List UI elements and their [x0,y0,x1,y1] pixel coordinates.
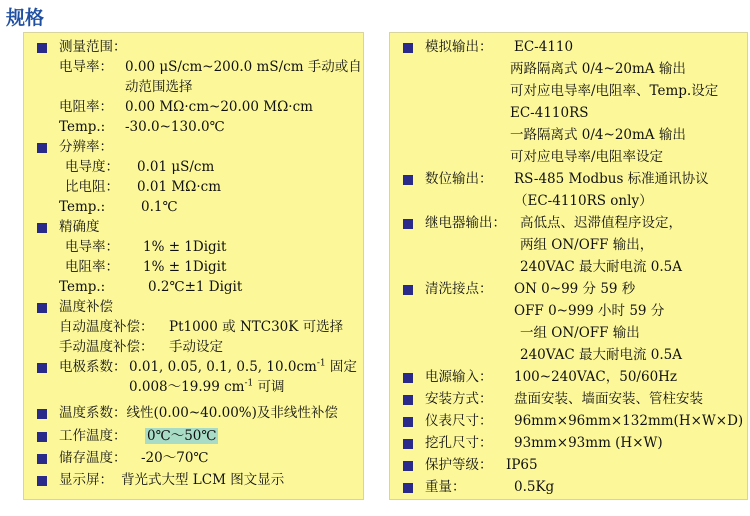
bullet-icon [37,476,47,486]
bullet-icon [403,373,413,383]
size-value: 96mm×96mm×132mm(H×W×D) [514,413,744,429]
wash-contact-line2: OFF 0~999 小时 59 分 [514,303,665,319]
resolution-resistivity-value: 0.01 MΩ·cm [137,179,222,195]
electrode-sup-c: -1 [244,378,254,389]
analog-output-label: 模拟输出： [425,39,493,55]
bullet-icon [403,219,413,229]
electrode-sup-a: -1 [316,358,326,369]
power-label: 电源输入： [425,369,493,385]
accuracy-conductivity-value: 1% ± 1Digit [143,239,227,255]
bullet-icon [403,439,413,449]
electrode-value-d: 可调 [253,379,285,395]
analog-output-line4: 可对应电导率/电阻率设定 [510,149,664,165]
storage-temp-value: -20～70℃ [141,450,209,466]
page-title: 规格 [6,7,45,29]
bullet-icon [403,417,413,427]
electrode-label: 电极系数： [59,359,127,375]
resolution-conductivity-value: 0.01 μS/cm [137,159,215,175]
digital-output-label: 数位输出： [425,171,493,187]
cutout-label: 挖孔尺寸： [425,435,493,451]
relay-output-line1: 高低点、迟滞值程序设定， [520,215,682,231]
bullet-icon [37,432,47,442]
resolution-temp-value: 0.1℃ [141,199,178,215]
accuracy-conductivity-label: 电导率： [65,239,119,255]
weight-label: 重量： [425,479,466,495]
temp-comp-heading: 温度补偿 [59,299,113,315]
measure-resistivity-label: 电阻率： [59,99,113,115]
display-label: 显示屏： [59,472,113,488]
measure-range-heading: 测量范围： [59,39,127,55]
bullet-icon [37,454,47,464]
analog-output-model1: EC-4110 [514,39,574,55]
weight-value: 0.5Kg [514,479,555,495]
resolution-heading: 分辨率： [59,139,113,155]
bullet-icon [37,43,47,53]
install-label: 安装方式： [425,391,493,407]
accuracy-heading: 精确度 [59,219,100,235]
measure-conductivity-value-cont: 动范围选择 [125,79,193,95]
bullet-icon [403,461,413,471]
bullet-icon [37,303,47,313]
resolution-resistivity-label: 比电阻： [65,179,119,195]
relay-output-label: 继电器输出： [425,215,506,231]
digital-output-line2: （EC-4110RS only） [514,193,653,209]
working-temp-label: 工作温度： [59,428,127,444]
wash-contact-label: 清洗接点： [425,281,493,297]
working-temp-value-wrap [145,427,218,445]
temp-comp-manual-label: 手动温度补偿： [59,339,154,355]
electrode-value-line2 [129,378,285,396]
wash-contact-line3: 一组 ON/OFF 输出 [520,325,640,341]
bullet-icon [403,285,413,295]
storage-temp-label: 储存温度： [59,450,127,466]
power-value: 100~240VAC，50/60Hz [514,369,678,385]
electrode-value-c: 0.008～19.99 cm [129,379,245,395]
temp-comp-auto-label: 自动温度补偿： [59,319,154,335]
electrode-value-b: 固定 [325,359,357,375]
electrode-value-line1 [129,358,357,376]
wash-contact-line1: ON 0~99 分 59 秒 [514,281,636,297]
resolution-temp-label: Temp.: [59,199,106,215]
measure-conductivity-value: 0.00 μS/cm~200.0 mS/cm 手动或自 [125,59,362,75]
accuracy-resistivity-value: 1% ± 1Digit [143,259,227,275]
measure-resistivity-value: 0.00 MΩ·cm~20.00 MΩ·cm [125,99,313,115]
accuracy-resistivity-label: 电阻率： [65,259,119,275]
wash-contact-line4: 240VAC 最大耐电流 0.5A [520,347,682,363]
spec-panel-left [23,32,364,500]
install-value: 盘面安装、墙面安装、管柱安装 [514,391,703,407]
display-value: 背光式大型 LCM 图文显示 [121,472,285,488]
bullet-icon [403,175,413,185]
analog-output-line3: 一路隔离式 0/4~20mA 输出 [510,127,686,143]
electrode-value-a: 0.01, 0.05, 0.1, 0.5, 10.0cm [129,359,317,375]
temp-comp-auto-value: Pt1000 或 NTC30K 可选择 [169,319,344,335]
protection-label: 保护等级： [425,457,493,473]
analog-output-line2: 可对应电导率/电阻率、Temp.设定 [510,83,719,99]
measure-temp-value: -30.0~130.0℃ [125,119,225,135]
bullet-icon [37,223,47,233]
relay-output-line2: 两组 ON/OFF 输出， [520,237,654,253]
bullet-icon [37,363,47,373]
cutout-value: 93mm×93mm (H×W) [514,435,663,451]
bullet-icon [37,143,47,153]
bullet-icon [403,483,413,493]
accuracy-temp-label: Temp.: [59,279,106,295]
analog-output-line1: 两路隔离式 0/4~20mA 输出 [510,61,686,77]
temp-comp-manual-value: 手动设定 [169,339,223,355]
digital-output-line1: RS-485 Modbus 标准通讯协议 [514,171,709,187]
spec-panel-right [389,32,748,500]
working-temp-value: 0℃～50℃ [147,428,217,444]
accuracy-temp-value: 0.2℃±1 Digit [148,279,243,295]
bullet-icon [403,43,413,53]
size-label: 仪表尺寸： [425,413,493,429]
analog-output-model2: EC-4110RS [510,105,589,121]
measure-temp-label: Temp.: [59,119,106,135]
temp-coeff-text: 温度系数：线性(0.00~40.00%)及非线性补偿 [59,405,338,421]
resolution-conductivity-label: 电导度： [65,159,119,175]
bullet-icon [37,409,47,419]
measure-conductivity-label: 电导率： [59,59,113,75]
protection-value: IP65 [506,457,538,473]
bullet-icon [403,395,413,405]
relay-output-line3: 240VAC 最大耐电流 0.5A [520,259,682,275]
